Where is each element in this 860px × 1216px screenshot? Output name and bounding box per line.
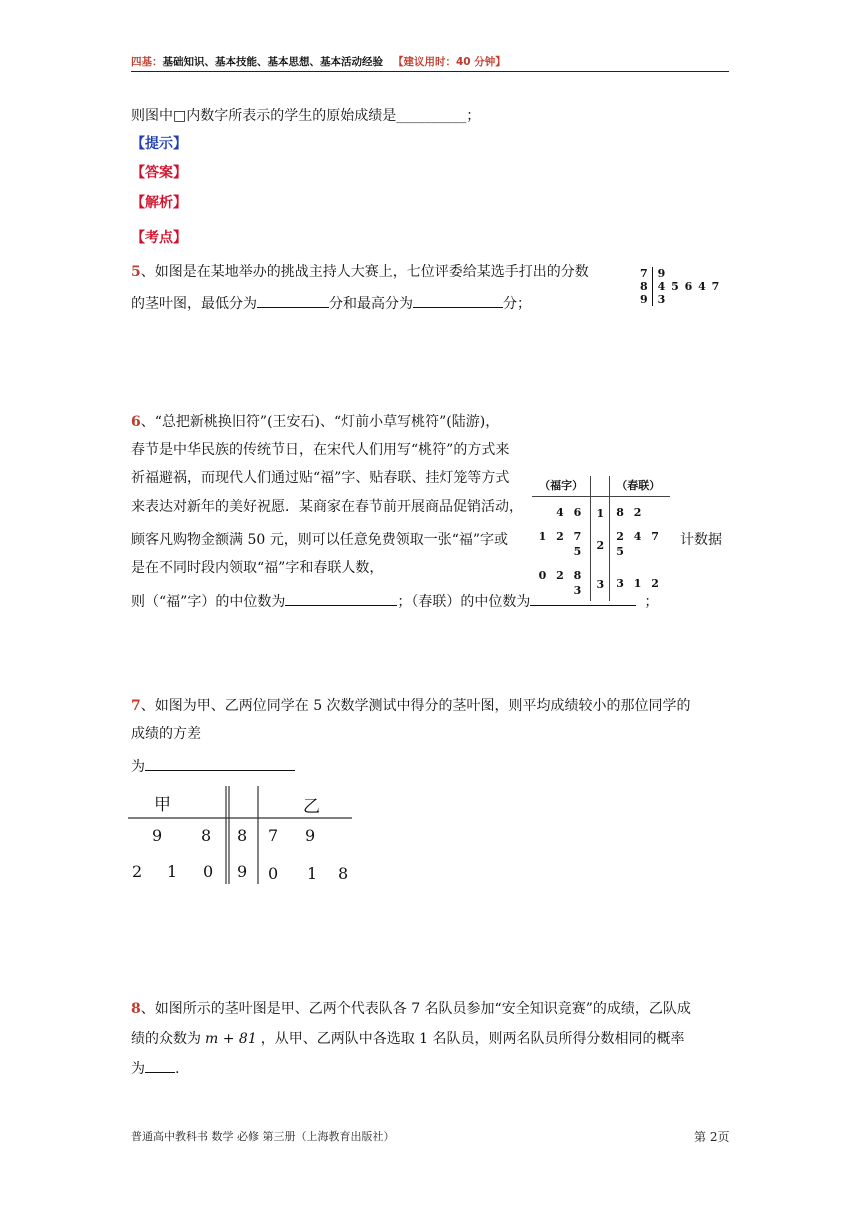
q5-stem-1: 7 <box>640 267 648 280</box>
answer-label: 【答案】 <box>131 165 187 181</box>
q7-left-r2-c1: 2 <box>132 862 143 881</box>
q7-left-r1-c3: 8 <box>201 826 212 845</box>
q6-stem-1: 1 <box>591 497 610 524</box>
q8-text3a: 为 <box>131 1061 145 1077</box>
q8-blank-probability[interactable] <box>145 1058 175 1073</box>
q8-text3b: . <box>175 1061 180 1077</box>
q7-line2: 成绩的方差 <box>131 726 201 742</box>
q6-left-row1: 4 6 <box>556 506 585 519</box>
footer-page-number: 第 2页 <box>694 1130 730 1144</box>
page-header <box>131 54 506 69</box>
q7-left-r1-c2: 9 <box>152 826 163 845</box>
q6-right-row1: 8 2 <box>616 506 645 519</box>
q8-line2 <box>131 1029 685 1049</box>
q6-stem-3: 3 <box>591 562 610 601</box>
q6-text7b: ；（春联）的中位数为 <box>397 594 531 610</box>
q7-stem-leaf-figure <box>128 784 360 892</box>
q5-blank-min[interactable] <box>257 293 329 308</box>
analysis-label: 【解析】 <box>131 195 187 211</box>
q5-leaves-3: 3 <box>652 293 720 306</box>
q7-text3: 为 <box>131 759 145 775</box>
q8-text2a: 绩的众数为 <box>131 1031 201 1047</box>
q7-blank-variance[interactable] <box>145 756 295 771</box>
q6-line5a: 顾客凡购物金额满 50 元，则可以任意免费领取一张“福”字或 <box>131 532 509 548</box>
q7-right-r2-c1: 0 <box>268 864 279 883</box>
point-label: 【考点】 <box>131 230 187 246</box>
hint-label: 【提示】 <box>131 136 187 152</box>
q7-stem-r1: 8 <box>237 826 248 845</box>
q7-right-r2-c3: 8 <box>338 864 349 883</box>
q6-stem-leaf-table <box>532 476 676 597</box>
q8-line1 <box>131 999 691 1019</box>
q6-line3: 祈福避祸，而现代人们通过贴“福”字、贴春联、挂灯笼等方式 <box>131 470 510 486</box>
q7-number: 7 <box>131 698 141 714</box>
q6-right-row3: 3 1 2 <box>616 576 662 590</box>
q5-line2 <box>131 293 531 314</box>
q7-header-yi: 乙 <box>303 797 320 817</box>
q8-number: 8 <box>131 1001 141 1017</box>
q6-line4: 来表达对新年的美好祝愿．某商家在春节前开展商品促销活动， <box>131 499 523 515</box>
q7-left-r2-c2: 1 <box>167 862 178 881</box>
intro-line: 则图中□内数字所表示的学生的原始成绩是__________； <box>131 108 481 124</box>
q6-left-row2: 1 2 7 5 <box>538 530 585 558</box>
q6-line5b: 计数据 <box>680 532 722 548</box>
q5-number: 5 <box>131 264 141 280</box>
q8-text2b: ，从甲、乙两队中各选取 1 名队员，则两名队员所得分数相同的概率 <box>260 1031 685 1047</box>
q5-leaves-1: 9 <box>652 267 720 280</box>
q6-right-row2: 2 4 7 5 <box>616 530 662 558</box>
q5-line1 <box>131 262 589 282</box>
q5-text2b: 分和最高分为 <box>329 296 413 312</box>
q7-right-r1-c1: 7 <box>268 826 279 845</box>
footer-textbook: 普通高中教科书 数学 必修 第三册（上海教育出版社） <box>131 1130 395 1143</box>
q6-text7c: ； <box>644 594 659 610</box>
q6-right-header: （春联） <box>610 476 670 497</box>
header-suggested-time: 【建议用时：40 分钟】 <box>393 56 506 68</box>
q6-line6: 是在不同时段内领取“福”字和春联人数， <box>131 560 384 576</box>
q5-text2a: 的茎叶图，最低分为 <box>131 296 257 312</box>
q6-number: 6 <box>131 414 141 430</box>
q7-header-jia: 甲 <box>154 795 171 815</box>
q5-stem-3: 9 <box>640 293 648 306</box>
header-divider <box>131 71 729 72</box>
q7-line3 <box>131 756 295 777</box>
q6-text7a: 则（“福”字）的中位数为 <box>131 594 286 610</box>
q7-line1 <box>131 696 691 716</box>
q6-blank-fu-median[interactable] <box>285 591 397 606</box>
q6-text1: 、“总把新桃换旧符”(王安石)、“灯前小草写桃符”(陆游)， <box>140 414 500 430</box>
q5-stem-2: 8 <box>640 280 648 293</box>
header-prefix: 四基： <box>131 56 163 68</box>
q6-left-header: （福字） <box>532 476 591 497</box>
q5-stem-leaf-plot <box>640 267 720 306</box>
header-topics: 基础知识、基本技能、基本思想、基本活动经验 <box>162 56 383 68</box>
q6-stem-2: 2 <box>591 523 610 562</box>
q8-text1: 、如图所示的茎叶图是甲、乙两个代表队各 7 名队员参加“安全知识竞赛”的成绩，乙队成 <box>140 1001 691 1017</box>
q6-left-row3: 0 2 8 3 <box>538 569 585 597</box>
q6-line1 <box>131 412 499 432</box>
q7-right-r2-c2: 1 <box>307 864 318 883</box>
q8-line3 <box>131 1058 179 1079</box>
q7-stem-r2: 9 <box>237 862 248 881</box>
q8-math-mode: m + 81 <box>205 1031 257 1047</box>
q7-text1: 、如图为甲、乙两位同学在 5 次数学测试中得分的茎叶图，则平均成绩较小的那位同学的 <box>140 698 691 714</box>
q6-line2: 春节是中华民族的传统节日，在宋代人们用写“桃符”的方式来 <box>131 442 510 458</box>
q5-leaves-2: 4 5 6 4 7 <box>652 280 720 293</box>
q7-left-r2-c3: 0 <box>203 862 214 881</box>
q5-text1: 、如图是在某地举办的挑战主持人大赛上，七位评委给某选手打出的分数 <box>140 264 589 280</box>
q5-blank-max[interactable] <box>413 293 503 308</box>
q7-right-r1-c2: 9 <box>305 826 316 845</box>
q5-text2c: 分； <box>503 296 531 312</box>
